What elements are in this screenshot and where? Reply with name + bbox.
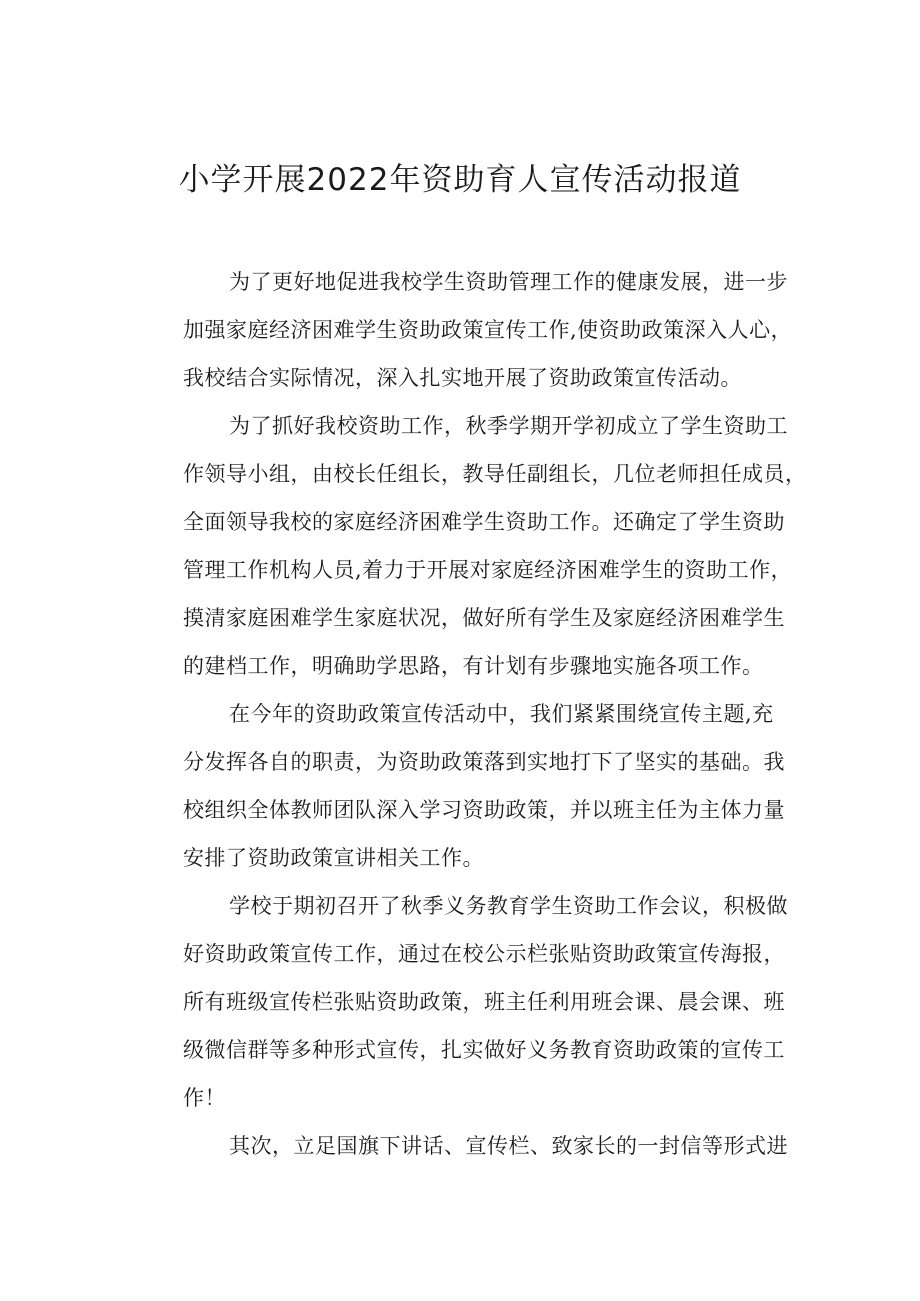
paragraph-1 xyxy=(141,258,793,402)
page-title: 小学开展2022年资助育人宣传活动报道 xyxy=(178,162,742,198)
text-line: 的建档工作，明确助学思路，有计划有步骤地实施各项工作。 xyxy=(183,654,764,678)
text-line: 全面领导我校的家庭经济困难学生资助工作。还确定了学生资助 xyxy=(183,510,785,534)
text-line: 我校结合实际情况，深入扎实地开展了资助政策宣传活动。 xyxy=(183,366,742,390)
paragraph-4 xyxy=(141,882,788,1122)
text-line: 作领导小组，由校长任组长，教导任副组长，几位老师担任成员， xyxy=(183,462,807,486)
text-line: 其次，立足国旗下讲话、宣传栏、致家长的一封信等形式进 xyxy=(229,1134,788,1158)
text-line: 管理工作机构人员,着力于开展对家庭经济困难学生的资助工作， xyxy=(183,558,793,582)
text-line: 校组织全体教师团队深入学习资助政策，并以班主任为主体力量 xyxy=(183,798,785,822)
document-body xyxy=(141,258,807,1170)
text-line: 好资助政策宣传工作，通过在校公示栏张贴资助政策宣传海报， xyxy=(183,942,785,966)
text-line: 学校于期初召开了秋季义务教育学生资助工作会议，积极做 xyxy=(229,894,788,918)
text-line: 作！ xyxy=(183,1086,226,1110)
text-line: 为了抓好我校资助工作，秋季学期开学初成立了学生资助工 xyxy=(229,414,788,438)
text-line: 所有班级宣传栏张贴资助政策，班主任利用班会课、晨会课、班 xyxy=(183,990,785,1014)
text-line: 为了更好地促进我校学生资助管理工作的健康发展，进一步 xyxy=(229,270,788,294)
paragraph-3 xyxy=(141,690,785,882)
text-line: 摸清家庭困难学生家庭状况，做好所有学生及家庭经济困难学生 xyxy=(183,606,785,630)
text-line: 安排了资助政策宣讲相关工作。 xyxy=(183,846,484,870)
text-line: 级微信群等多种形式宣传，扎实做好义务教育资助政策的宣传工 xyxy=(183,1038,785,1062)
paragraph-5 xyxy=(141,1122,788,1170)
text-line: 在今年的资助政策宣传活动中，我们紧紧围绕宣传主题,充 xyxy=(229,702,774,726)
paragraph-2 xyxy=(141,402,807,690)
text-line: 分发挥各自的职责，为资助政策落到实地打下了坚实的基础。我 xyxy=(183,750,785,774)
text-line: 加强家庭经济困难学生资助政策宣传工作,使资助政策深入人心， xyxy=(183,318,793,342)
